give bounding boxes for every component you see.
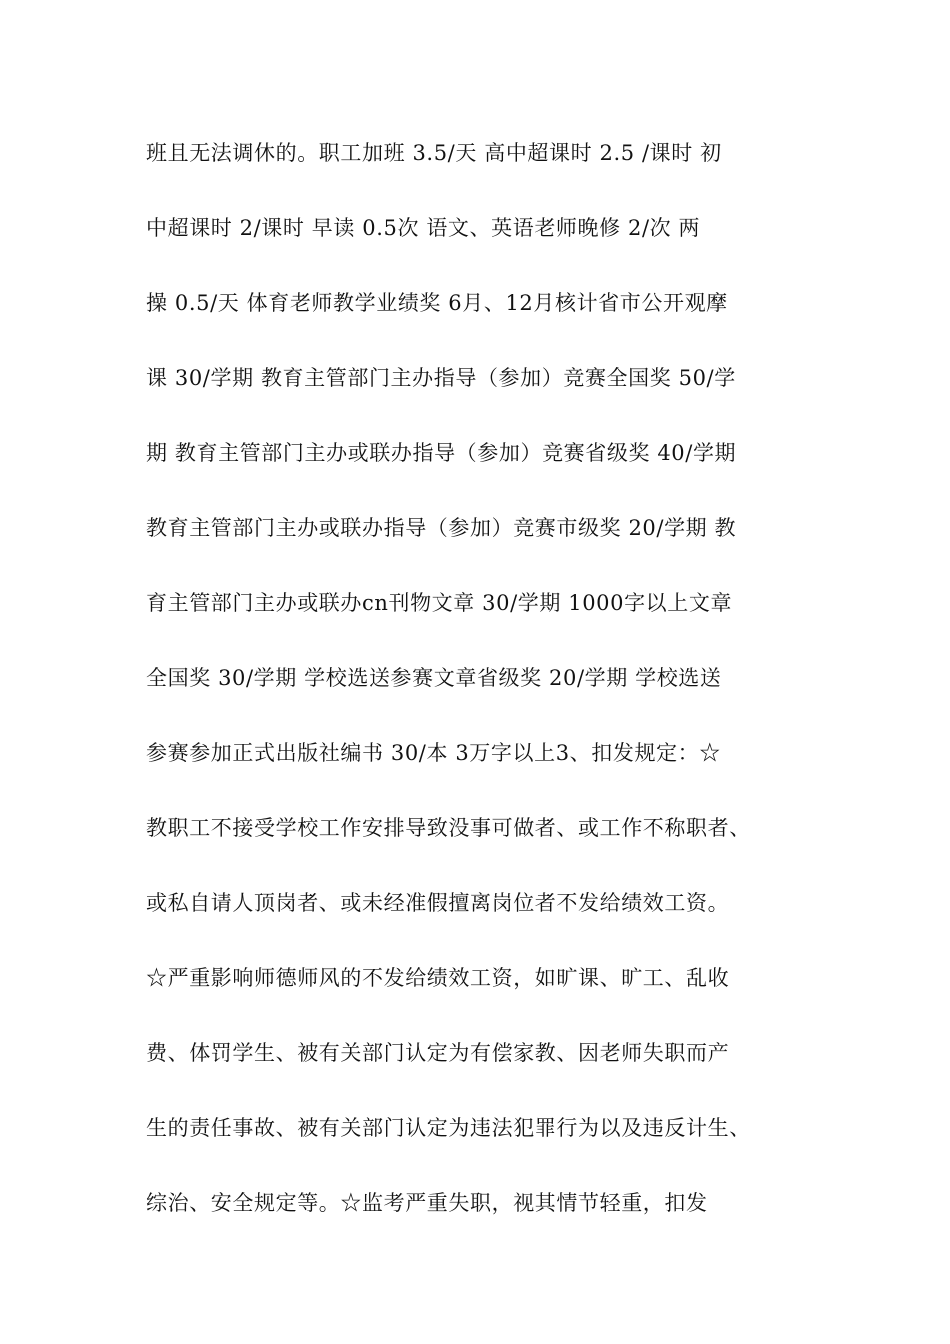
text-line: 费、体罚学生、被有关部门认定为有偿家教、因老师失职而产 — [146, 1041, 730, 1065]
text-line: 全国奖 30/学期 学校选送参赛文章省级奖 20/学期 学校选送 — [146, 666, 722, 690]
text-line: 中超课时 2/课时 早读 0.5次 语文、英语老师晚修 2/次 两 — [146, 216, 701, 240]
text-line: 课 30/学期 教育主管部门主办指导（参加）竞赛全国奖 50/学 — [146, 366, 736, 390]
text-line: ☆严重影响师德师风的不发给绩效工资，如旷课、旷工、乱收 — [146, 966, 730, 990]
text-line: 教职工不接受学校工作安排导致没事可做者、或工作不称职者、 — [146, 816, 751, 840]
text-line: 综治、安全规定等。☆监考严重失职，视其情节轻重，扣发 — [146, 1191, 708, 1215]
text-line: 期 教育主管部门主办或联办指导（参加）竞赛省级奖 40/学期 — [146, 441, 737, 465]
text-line: 操 0.5/天 体育老师教学业绩奖 6月、12月核计省市公开观摩 — [146, 291, 728, 315]
text-line: 生的责任事故、被有关部门认定为违法犯罪行为以及违反计生、 — [146, 1116, 751, 1140]
body-text — [146, 134, 826, 1259]
text-line: 教育主管部门主办或联办指导（参加）竞赛市级奖 20/学期 教 — [146, 516, 737, 540]
text-line: 育主管部门主办或联办cn刊物文章 30/学期 1000字以上文章 — [146, 591, 733, 615]
text-line: 班且无法调休的。职工加班 3.5/天 高中超课时 2.5 /课时 初 — [146, 141, 722, 165]
text-line: 参赛参加正式出版社编书 30/本 3万字以上3、扣发规定：☆ — [146, 741, 721, 765]
text-line: 或私自请人顶岗者、或未经准假擅离岗位者不发给绩效工资。 — [146, 891, 730, 915]
